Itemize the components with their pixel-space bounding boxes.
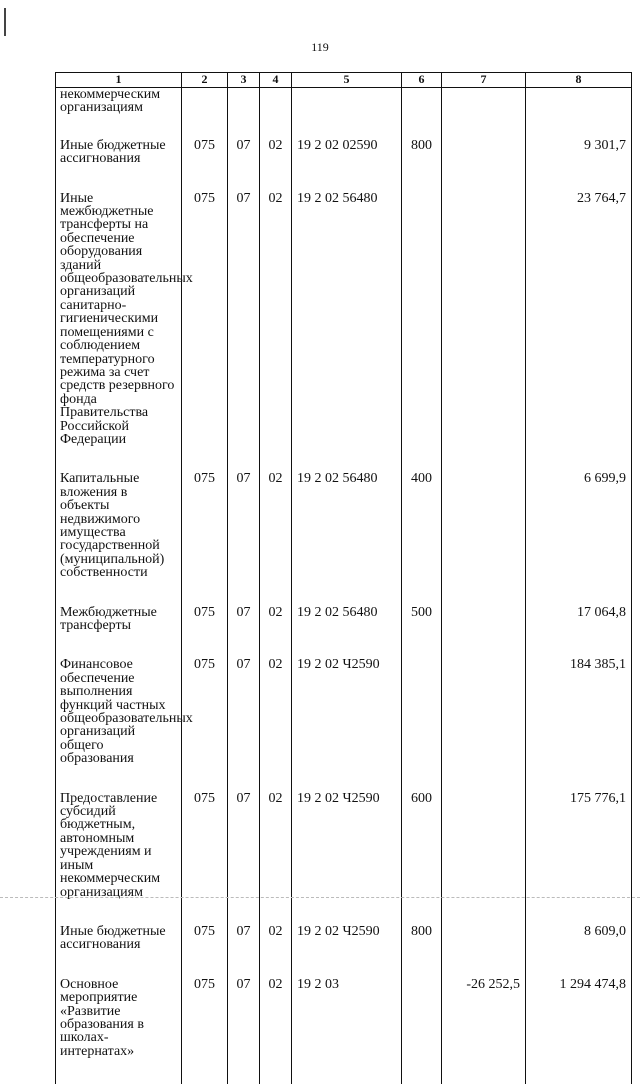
cell-target-article: 19 2 03 xyxy=(292,978,402,1084)
table-header-row xyxy=(56,73,632,88)
row-name: Иные межбюджетные трансферты на обеспечение оборудования зданий общеобразовательных организаций санитарно-гигиеническими помещениями с соблюдением температурного режима за счет средств резервного фонда Правительства Российской Федерации xyxy=(56,192,182,473)
cell-change-amount xyxy=(442,192,526,473)
cell-subsection: 02 xyxy=(260,792,292,925)
row-name: Иные бюджетные ассигнования xyxy=(56,139,182,192)
table-row xyxy=(56,139,632,192)
table-row xyxy=(56,192,632,473)
cell-total-amount: 9 301,7 xyxy=(526,139,632,192)
cell-expense-type: 600 xyxy=(402,792,442,925)
table-row xyxy=(56,978,632,1084)
budget-table-container xyxy=(55,72,631,1059)
cell-section: 07 xyxy=(228,925,260,978)
column-header-3: 3 xyxy=(228,73,260,88)
column-header-7: 7 xyxy=(442,73,526,88)
cell-section: 07 xyxy=(228,139,260,192)
cell-ministry-code: 075 xyxy=(182,792,228,925)
cell-subsection: 02 xyxy=(260,192,292,473)
cell-change-amount xyxy=(442,606,526,659)
cell-target-article: 19 2 02 56480 xyxy=(292,192,402,473)
table-row xyxy=(56,472,632,605)
cell-target-article: 19 2 02 56480 xyxy=(292,606,402,659)
column-header-2: 2 xyxy=(182,73,228,88)
cell-total-amount: 17 064,8 xyxy=(526,606,632,659)
row-name: некоммерческим организациям xyxy=(56,88,182,139)
cell-subsection: 02 xyxy=(260,139,292,192)
cell-total-amount: 6 699,9 xyxy=(526,472,632,605)
cell-section: 07 xyxy=(228,792,260,925)
cell-target-article: 19 2 02 Ч2590 xyxy=(292,925,402,978)
cell-expense-type: 800 xyxy=(402,139,442,192)
cell-subsection: 02 xyxy=(260,925,292,978)
cell-target-article: 19 2 02 Ч2590 xyxy=(292,658,402,791)
cell-total-amount: 175 776,1 xyxy=(526,792,632,925)
table-row xyxy=(56,925,632,978)
cell-target-article: 19 2 02 02590 xyxy=(292,139,402,192)
cell-expense-type xyxy=(402,978,442,1084)
cell-ministry-code: 075 xyxy=(182,978,228,1084)
cell-change-amount xyxy=(442,472,526,605)
cell-expense-type: 800 xyxy=(402,925,442,978)
row-name: Иные бюджетные ассигнования xyxy=(56,925,182,978)
page-number: 119 xyxy=(311,40,329,54)
column-header-5: 5 xyxy=(292,73,402,88)
cell-subsection: 02 xyxy=(260,978,292,1084)
cell-subsection: 02 xyxy=(260,606,292,659)
row-name: Основное мероприятие «Развитие образования в школах-интернатах» xyxy=(56,978,182,1084)
table-row-continuation xyxy=(56,88,632,139)
cell-ministry-code: 075 xyxy=(182,606,228,659)
cell-total-amount: 8 609,0 xyxy=(526,925,632,978)
cell-expense-type: 500 xyxy=(402,606,442,659)
cell-total-amount: 184 385,1 xyxy=(526,658,632,791)
cell-total-amount: 23 764,7 xyxy=(526,192,632,473)
cell-expense-type xyxy=(402,658,442,791)
cell-section: 07 xyxy=(228,472,260,605)
cell-section: 07 xyxy=(228,658,260,791)
cell-expense-type xyxy=(402,192,442,473)
cell-change-amount xyxy=(442,139,526,192)
column-header-6: 6 xyxy=(402,73,442,88)
cell-section: 07 xyxy=(228,192,260,473)
scan-edge-mark xyxy=(4,8,6,36)
cell-change-amount: -26 252,5 xyxy=(442,978,526,1084)
column-header-1: 1 xyxy=(56,73,182,88)
cell-ministry-code: 075 xyxy=(182,192,228,473)
cell-expense-type: 400 xyxy=(402,472,442,605)
cell-ministry-code: 075 xyxy=(182,925,228,978)
row-name: Капитальные вложения в объекты недвижимого имущества государственной (муниципальной) собственности xyxy=(56,472,182,605)
cell-section: 07 xyxy=(228,606,260,659)
cell-change-amount xyxy=(442,658,526,791)
cell-total-amount: 1 294 474,8 xyxy=(526,978,632,1084)
cell-target-article: 19 2 02 56480 xyxy=(292,472,402,605)
table-row xyxy=(56,606,632,659)
table-row xyxy=(56,658,632,791)
row-name: Финансовое обеспечение выполнения функций частных общеобразовательных организаций общего образования xyxy=(56,658,182,791)
row-name: Межбюджетные трансферты xyxy=(56,606,182,659)
cell-subsection: 02 xyxy=(260,472,292,605)
cell-ministry-code: 075 xyxy=(182,139,228,192)
cell-target-article: 19 2 02 Ч2590 xyxy=(292,792,402,925)
cell-section: 07 xyxy=(228,978,260,1084)
column-header-4: 4 xyxy=(260,73,292,88)
cell-ministry-code: 075 xyxy=(182,472,228,605)
row-name: Предоставление субсидий бюджетным, автономным учреждениям и иным некоммерческим организациям xyxy=(56,792,182,925)
cell-change-amount xyxy=(442,925,526,978)
budget-table xyxy=(55,72,632,1084)
cell-subsection: 02 xyxy=(260,658,292,791)
column-header-8: 8 xyxy=(526,73,632,88)
cell-ministry-code: 075 xyxy=(182,658,228,791)
